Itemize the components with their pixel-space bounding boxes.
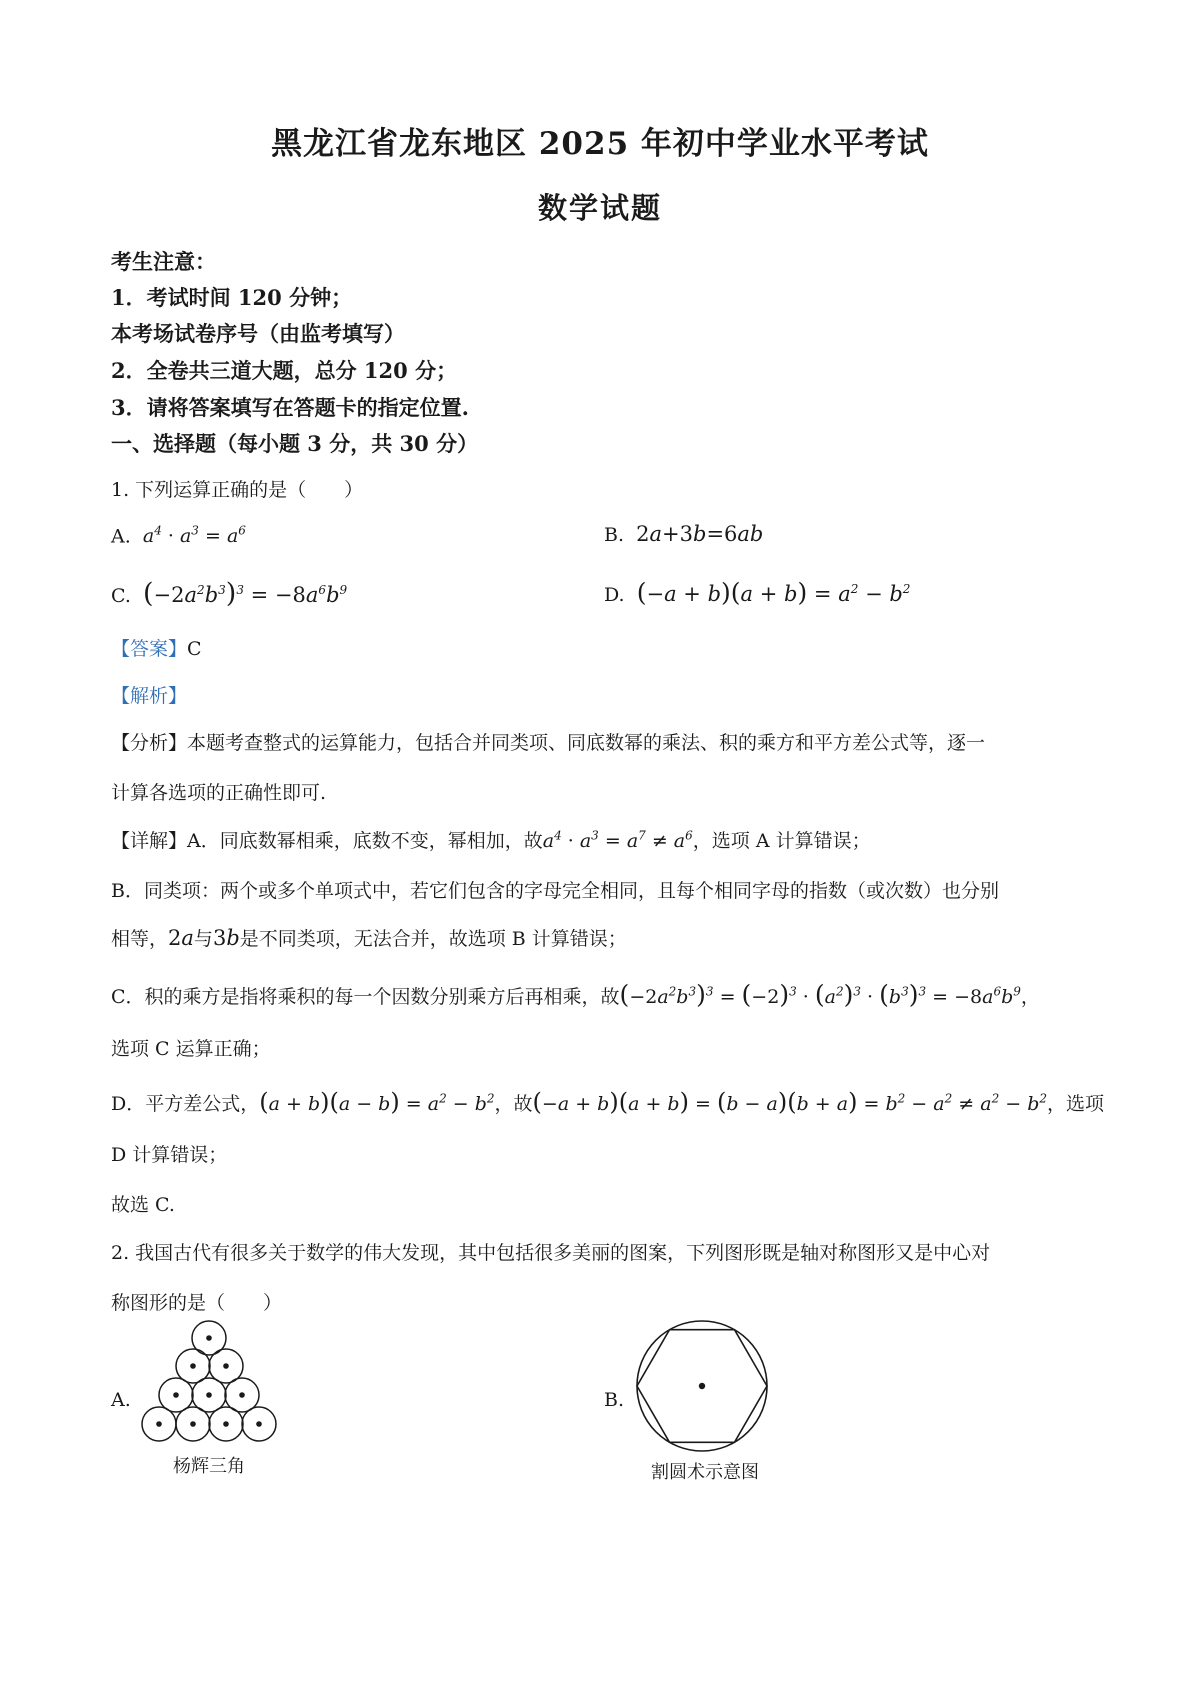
detail-b-text: 相等， — [111, 928, 169, 950]
q1-option-a — [111, 524, 246, 547]
q1-option-c — [111, 578, 347, 609]
detail-d-formula-1: $(a + b)(a - b) = a^2 - b^2$ — [259, 1088, 495, 1116]
detail-d-line-1 — [111, 1088, 1104, 1116]
detail-c-line-1 — [111, 980, 1040, 1009]
notice-item-extra: 本考场试卷序号（由监考填写） — [111, 321, 405, 346]
detail-a — [111, 826, 871, 853]
detail-d-text: D．平方差公式， — [111, 1093, 260, 1115]
answer-tag: 【答案】 — [111, 638, 188, 660]
detail-d-formula-2: $(-a + b)(a + b) = (b - a)(b + a) = b^2 - a^2 \ne a^2 - b^2$ — [532, 1088, 1048, 1116]
q1-stem: 1. 下列运算正确的是（ ） — [111, 479, 364, 501]
q1-option-b — [604, 522, 763, 546]
analysis-line-2: 计算各选项的正确性即可. — [111, 782, 327, 804]
analysis-line-1: 【分析】本题考查整式的运算能力，包括合并同类项、同底数幂的乘法、积的乘方和平方差公式等，逐一 — [111, 732, 986, 754]
yang-hui-triangle-figure — [138, 1318, 290, 1450]
detail-c-line-2: 选项 C 运算正确； — [111, 1038, 271, 1060]
q1-answer — [111, 634, 202, 661]
detail-d-tail: ，选项 — [1047, 1093, 1105, 1115]
section-heading: 一、选择题（每小题 3 分，共 30 分） — [111, 431, 479, 456]
q1-option-b-label: B. — [604, 524, 625, 546]
circle-cutting-figure — [634, 1318, 770, 1454]
q1-option-d-label: D. — [604, 584, 625, 606]
q2-option-b-label: B. — [604, 1389, 625, 1411]
q2-option-a-caption: 杨辉三角 — [173, 1456, 245, 1477]
q1-option-d — [604, 578, 910, 607]
detail-b-and: 与 — [193, 928, 213, 950]
detail-d-line-2: D 计算错误； — [111, 1144, 228, 1166]
detail-a-text: 【详解】A．同底数幂相乘，底数不变，幂相加，故 — [111, 830, 543, 852]
detail-d-mid: ，故 — [494, 1093, 533, 1115]
q1-option-c-label: C. — [111, 585, 131, 607]
q2-option-a-label: A. — [111, 1389, 131, 1411]
exam-subtitle: 数学试题 — [537, 191, 662, 225]
detail-c-text: C．积的乘方是指将乘积的每一个因数分别乘方后再相乘，故 — [111, 986, 620, 1008]
notice-item-2: 2．全卷共三道大题，总分 120 分； — [111, 358, 458, 383]
notice-heading: 考生注意： — [111, 249, 216, 274]
q1-option-a-formula: $a^4 \cdot a^3 = a^6$ — [142, 524, 246, 548]
detail-a-formula: $a^4 \cdot a^3 = a^7 \ne a^6$ — [542, 828, 693, 852]
q2-stem-line-1: 2. 我国古代有很多关于数学的伟大发现，其中包括很多美丽的图案，下列图形既是轴对称图形又是中心对 — [111, 1242, 991, 1264]
detail-b-term-2a: 2a — [168, 926, 194, 950]
notice-item-3: 3．请将答案填写在答题卡的指定位置. — [111, 395, 469, 420]
detail-b-line-1: B．同类项：两个或多个单项式中，若它们包含的字母完全相同，且每个相同字母的指数（或次数）也分别 — [111, 880, 999, 902]
detail-b-line-2 — [111, 924, 627, 951]
q1-conclusion: 故选 C. — [111, 1194, 175, 1216]
q1-option-d-formula: $(-a + b)(a + b) = a^2 - b^2$ — [636, 578, 911, 607]
notice-item-1: 1．考试时间 120 分钟； — [111, 285, 353, 310]
q2-option-b-caption: 割圆术示意图 — [651, 1462, 759, 1483]
detail-b-term-3b: 3b — [212, 926, 240, 950]
analysis-tag: 【解析】 — [111, 685, 188, 707]
detail-c-formula: $(-2a^2b^3)^3 = (-2)^3 \cdot (a^2)^3 \cdot (b^3)^3 = -8a^6b^9$ — [619, 980, 1021, 1009]
answer-value: C — [187, 638, 202, 660]
q1-option-a-label: A. — [111, 525, 131, 548]
q1-option-b-formula: 2a+3b=6ab — [636, 522, 764, 546]
detail-a-tail: ，选项 A 计算错误； — [692, 830, 871, 852]
detail-c-tail: ， — [1020, 986, 1040, 1008]
exam-title: 黑龙江省龙东地区 2025 年初中学业水平考试 — [271, 126, 929, 162]
q1-option-c-formula: $(-2a^2b^3)^3 = -8a^6b^9$ — [143, 578, 348, 609]
q2-stem-line-2: 称图形的是（ ） — [111, 1292, 283, 1314]
detail-b-tail: 是不同类项，无法合并，故选项 B 计算错误； — [239, 928, 627, 950]
